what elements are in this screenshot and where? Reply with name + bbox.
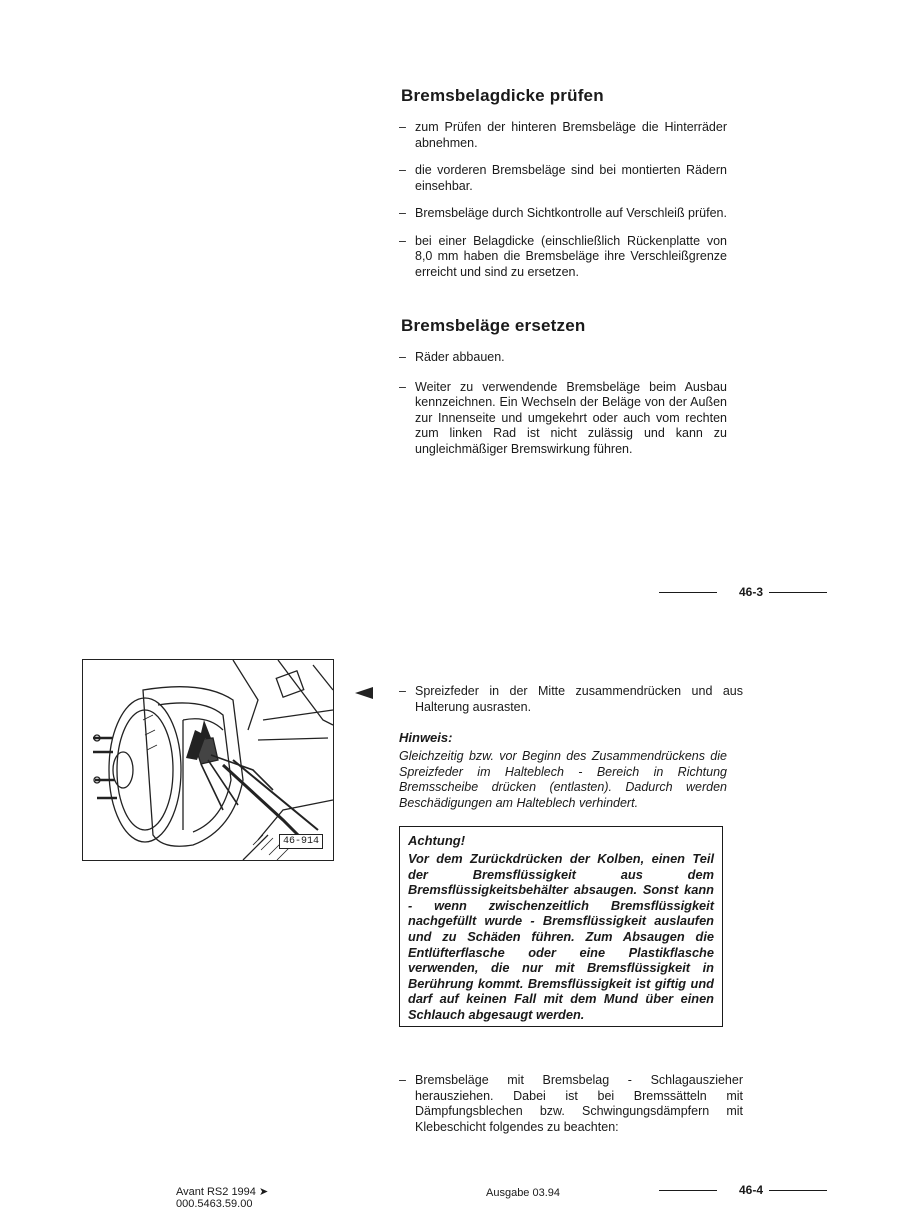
- footer-model: Avant RS2 1994 ➤ 000.5463.59.00: [176, 1186, 269, 1210]
- brake-caliper-figure: [82, 659, 334, 861]
- list-belagdicke: [399, 120, 727, 280]
- pointer-arrow-icon: [355, 686, 375, 704]
- page-number-label: 46-3: [739, 585, 764, 599]
- section-title-belagdicke: Bremsbelagdicke prüfen: [401, 86, 604, 105]
- step-spreizfeder: – Spreizfeder in der Mitte zusammendrücken und aus Halterung ausrasten.: [399, 684, 743, 714]
- list-ersetzen: [399, 350, 727, 457]
- page-number-bottom: [659, 1183, 827, 1197]
- list-item: – die vorderen Bremsbeläge sind bei montierten Rädern einsehbar.: [399, 163, 727, 193]
- list-item: – bei einer Belagdicke (einschließlich Rückenplatte von 8,0 mm haben die Bremsbeläge ihre Verschleißgrenze erreicht und sind zu ersetzen.: [399, 233, 727, 279]
- achtung-text: Vor dem Zurückdrücken der Kolben, einen Teil der Bremsflüssigkeit aus dem Bremsflüssigkeitsbehälter absaugen. Sonst kann - wenn zwischenzeitlich Bremsflüssigkeit nachgefüllt wurde - Bremsflüssigkeit auslaufen und zu Schäden führen. Zum Absaugen die Entlüfterflasche oder eine Plastikflasche verwenden, die nur mit Bremsflüssigkeit in Berührung kommt. Bremsflüssigkeit ist giftig und darf auf keinen Fall mit dem Mund über einen Schlauch abgesaugt werden.: [408, 851, 714, 1022]
- page-rule-right: [769, 592, 827, 593]
- list-item: – Weiter zu verwendende Bremsbeläge beim Ausbau kennzeichnen. Ein Wechseln der Beläge von der Außen zur Innenseite und umgekehrt oder auch vom rechten zum linken Rad ist nicht zulässig und kann zu ungleichmäßiger Bremswirkung führen.: [399, 379, 727, 456]
- page-rule-right: [769, 1190, 827, 1191]
- achtung-title: Achtung!: [408, 833, 466, 848]
- hinweis-title: Hinweis:: [399, 730, 453, 745]
- section-title-ersetzen: Bremsbeläge ersetzen: [401, 316, 586, 335]
- step-herausziehen: – Bremsbeläge mit Bremsbelag - Schlagauszieher herausziehen. Dabei ist bei Bremssätteln mit Dämpfungsblechen bzw. Schwingungsdämpfern mit Klebeschicht folgendes zu beachten:: [399, 1073, 743, 1134]
- list-item: – Bremsbeläge durch Sichtkontrolle auf Verschleiß prüfen.: [399, 206, 727, 220]
- achtung-box: [399, 826, 723, 1027]
- list-item: – zum Prüfen der hinteren Bremsbeläge die Hinterräder abnehmen.: [399, 120, 727, 150]
- page-number-label: 46-4: [739, 1183, 764, 1197]
- hinweis-text: Gleichzeitig bzw. vor Beginn des Zusammendrückens die Spreizfeder im Halteblech - Bereich in Richtung Bremsscheibe drücken (entlasten). Dadurch werden Beschädigungen am Halteblech verhindert.: [399, 749, 727, 810]
- brake-caliper-drawing: [83, 660, 333, 860]
- footer-partno: 000.5463.59.00: [176, 1198, 253, 1210]
- figure-label: 46-914: [279, 834, 323, 849]
- page-rule-left: [659, 592, 717, 593]
- page-rule-left: [659, 1190, 717, 1191]
- page-number-top: [659, 585, 827, 599]
- footer-edition: Ausgabe 03.94: [486, 1187, 561, 1199]
- list-item: – Räder abbauen.: [399, 350, 505, 364]
- model-arrow-icon: ➤: [258, 1186, 269, 1198]
